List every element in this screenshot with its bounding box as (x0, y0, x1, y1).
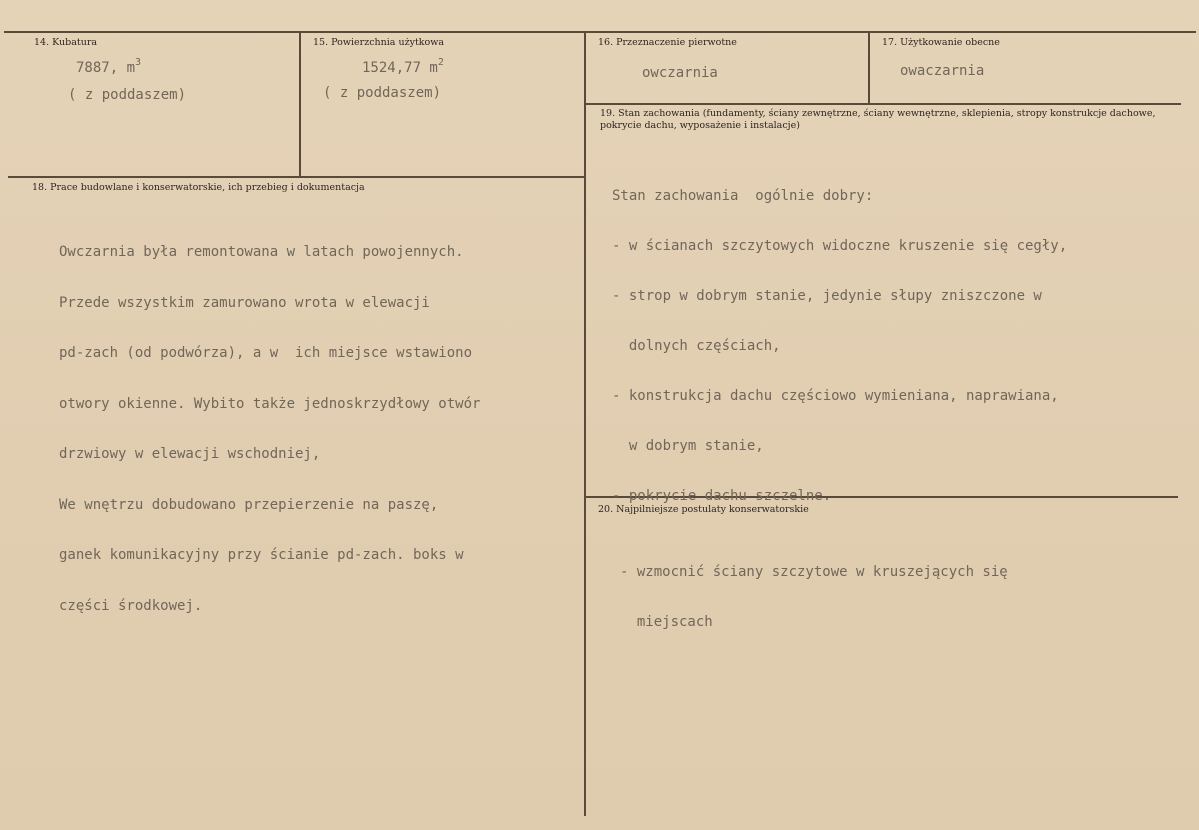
field-16-label: 16. Przeznaczenie pierwotne (598, 37, 737, 48)
field-14-label: 14. Kubatura (34, 37, 98, 48)
field-19-line: - w ścianach szczytowych widoczne kruszenie się cegły, (612, 238, 1068, 254)
field-14-note: ( z poddaszem) (68, 87, 187, 103)
divider-above-18 (8, 176, 585, 178)
field-14-value (76, 57, 142, 76)
field-16-value: owczarnia (642, 65, 718, 81)
field-18-line: otwory okienne. Wybito także jednoskrzydłowy otwór (59, 395, 481, 412)
field-14-number: 7887, m (76, 60, 136, 76)
divider-left-right (584, 31, 586, 816)
field-15-value (362, 57, 444, 76)
field-19-line: - strop w dobrym stanie, jedynie słupy zniszczone w (612, 288, 1042, 304)
field-19-label: 19. Stan zachowania (fundamenty, ściany zewnętrzne, ściany wewnętrzne, sklepienia, stropy konstrukcje dachowe, pokrycie dachu, wyposażenie i instalacje) (600, 108, 1156, 131)
field-19-text (612, 155, 1067, 537)
field-20-line: - wzmocnić ściany szczytowe w kruszejących się (620, 564, 1008, 580)
field-18-line: We wnętrzu dobudowano przepierzenie na paszę, (59, 496, 439, 513)
field-15-unit-sup: 2 (437, 57, 444, 68)
field-19-line: - konstrukcja dachu częściowo wymieniana, naprawiana, (612, 388, 1059, 404)
top-border (4, 31, 1196, 33)
field-20-label: 20. Najpilniejsze postulaty konserwatorskie (598, 504, 809, 515)
field-18-line: Przede wszystkim zamurowano wrota w elewacji (59, 294, 430, 311)
field-18-text (59, 211, 480, 647)
divider-above-19 (585, 103, 1181, 105)
field-14-unit-sup: 3 (135, 57, 142, 68)
field-19-line: w dobrym stanie, (612, 438, 764, 454)
field-17-value: owaczarnia (900, 63, 985, 79)
field-20-line: miejscach (620, 614, 713, 630)
field-17-label: 17. Użytkowanie obecne (882, 37, 1000, 48)
field-19-line: - pokrycie dachu szczelne. (612, 488, 832, 504)
field-18-line: pd-zach (od podwórza), a w ich miejsce wstawiono (59, 345, 473, 361)
field-18-label: 18. Prace budowlane i konserwatorskie, ich przebieg i dokumentacja (32, 182, 365, 193)
divider-16-17 (868, 31, 870, 104)
field-18-line: ganek komunikacyjny przy ścianie pd-zach. boks w (59, 547, 464, 563)
field-20-text (620, 531, 1008, 663)
field-18-line: części środkowej. (59, 597, 203, 614)
field-19-line: Stan zachowania ogólnie dobry: (612, 188, 874, 204)
field-18-line: Owczarnia była remontowana w latach powojennych. (59, 244, 464, 260)
field-15-number: 1524,77 m (362, 60, 438, 76)
divider-14-15 (299, 31, 301, 177)
field-15-note: ( z poddaszem) (323, 85, 442, 101)
field-18-line: drzwiowy w elewacji wschodniej, (59, 446, 321, 462)
field-19-line: dolnych częściach, (612, 338, 781, 354)
field-15-label: 15. Powierzchnia użytkowa (313, 37, 445, 48)
